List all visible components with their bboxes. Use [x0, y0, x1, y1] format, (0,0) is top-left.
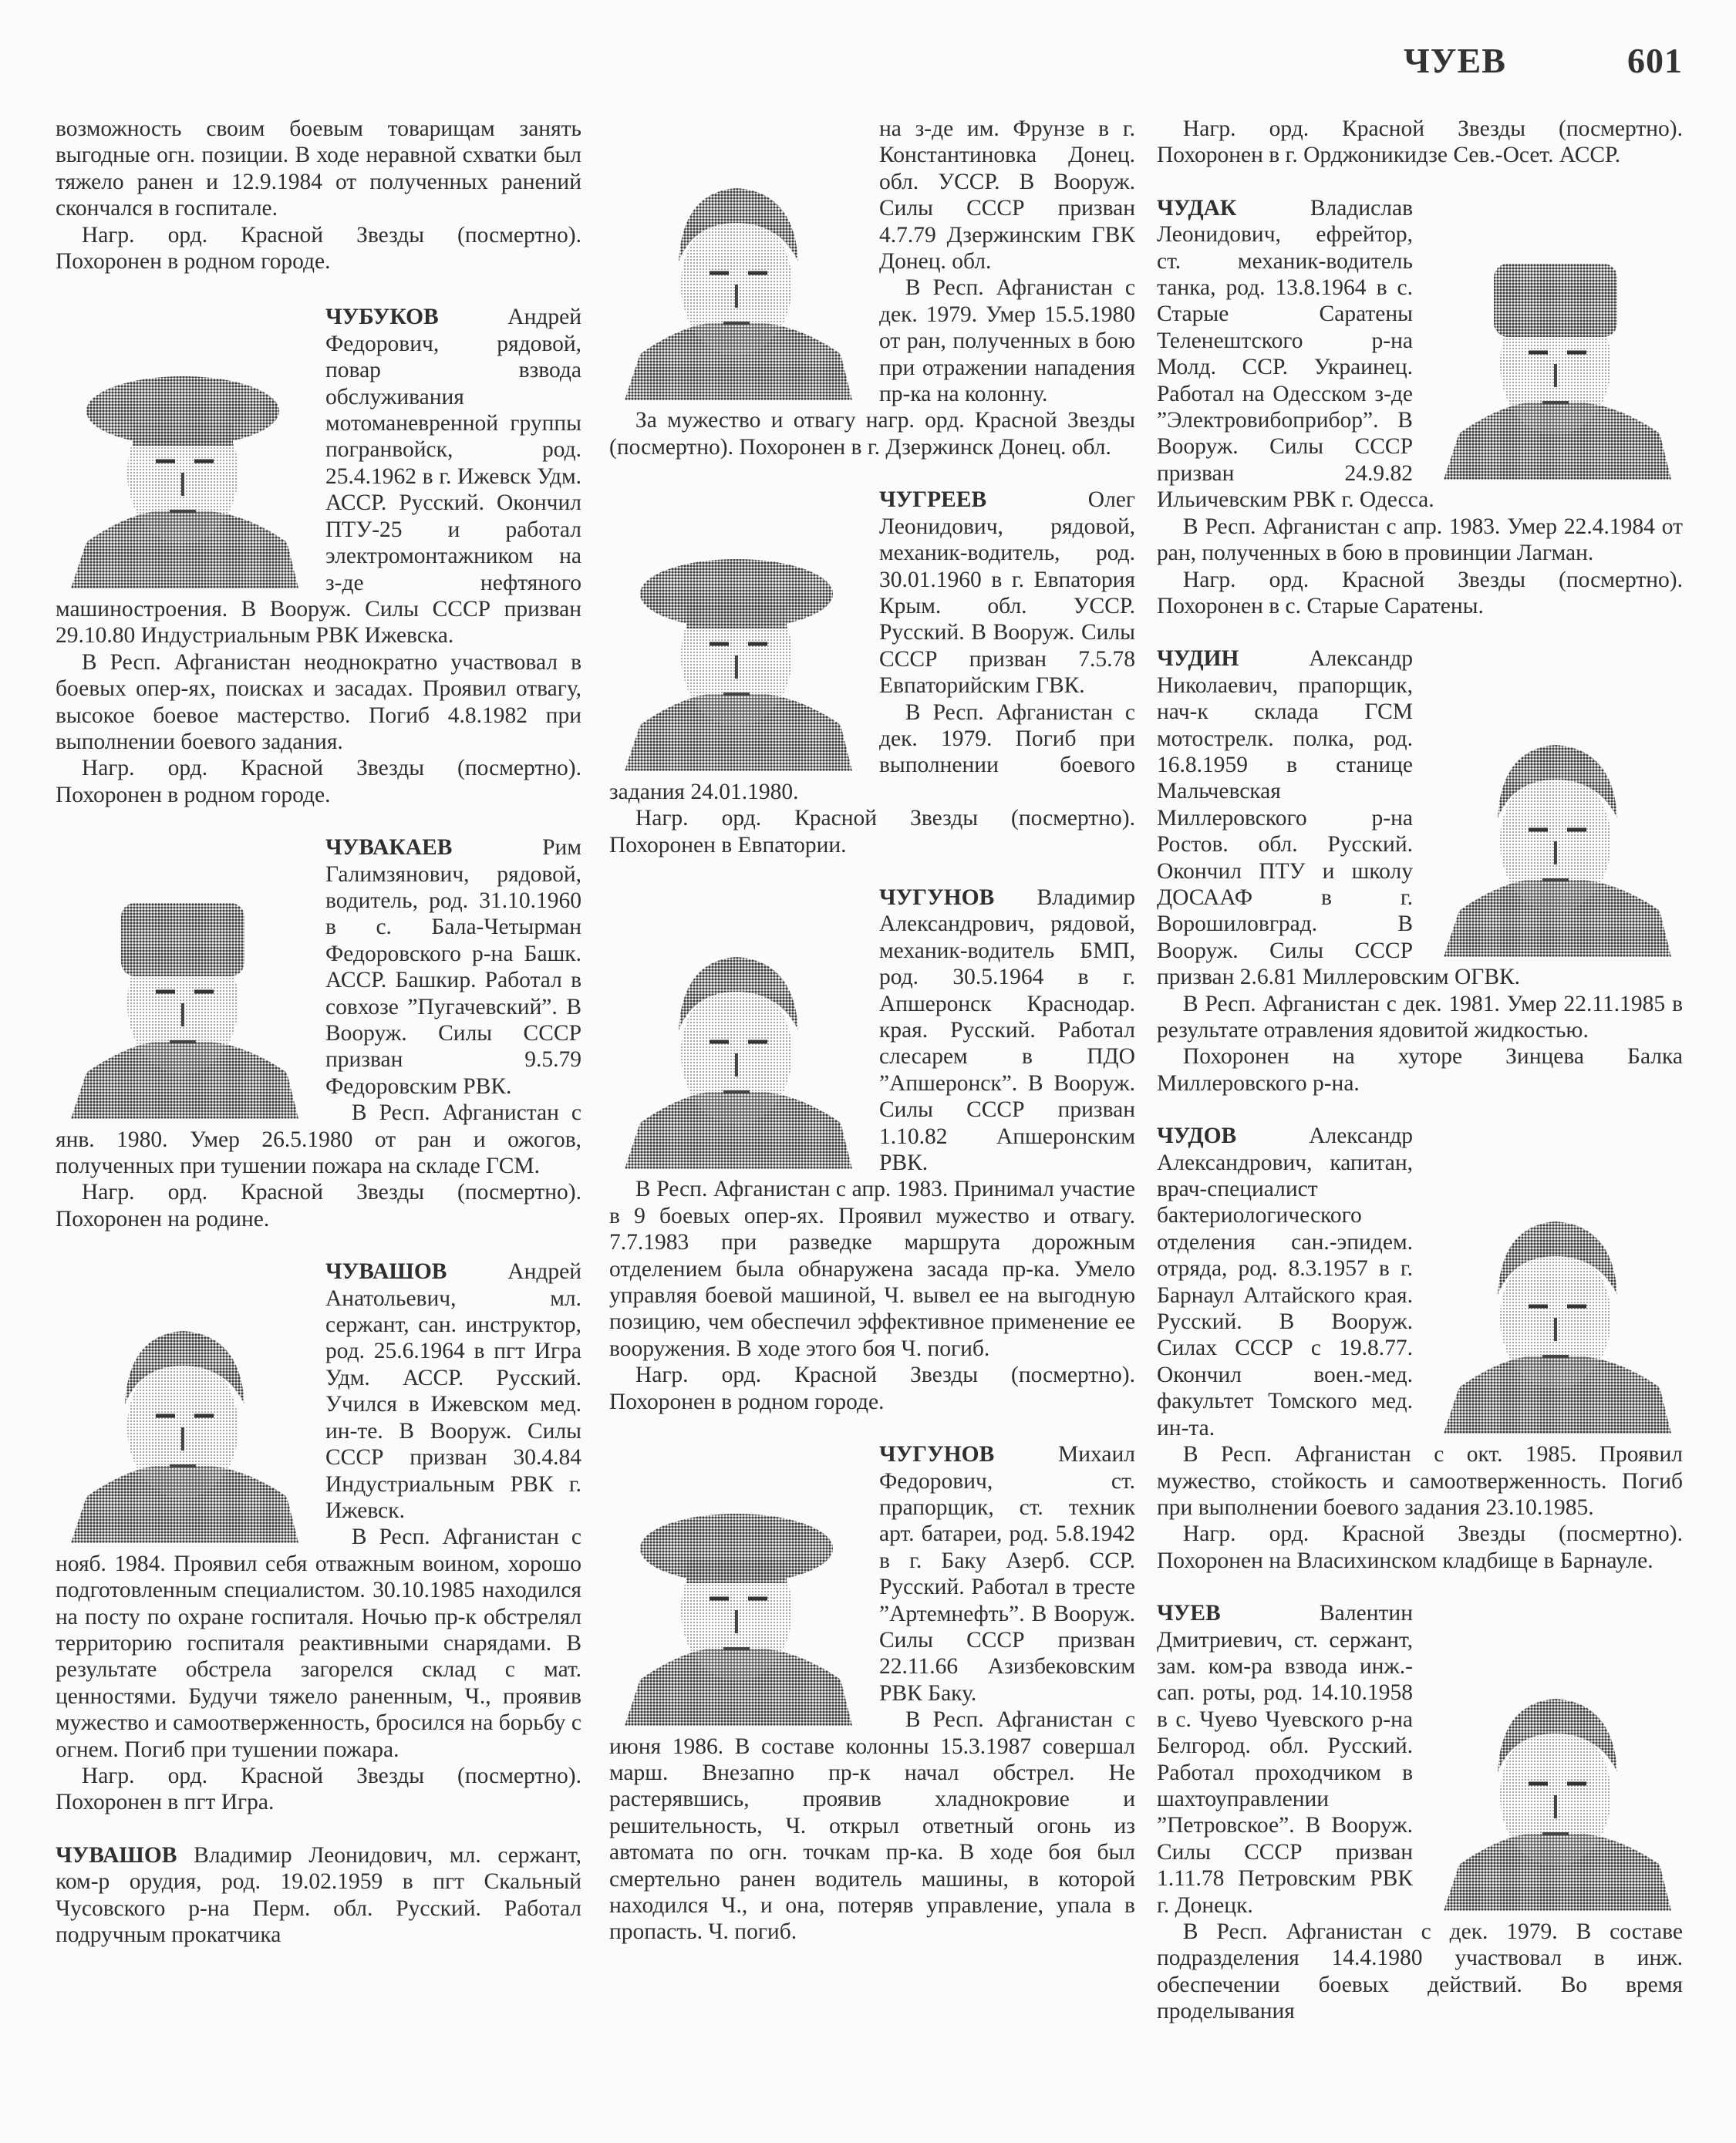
service-paragraph: В Респ. Афганистан с апр. 1983. Умер 22.4.1984 от ран, полученных в бою в провинции Лагман.	[1157, 514, 1683, 566]
entry-surname: ЧУГУНОВ	[879, 1442, 995, 1467]
entry-chuvashov-andrei	[56, 1259, 581, 1816]
service-paragraph: В Респ. Афганистан неоднократно участвовал в боевых опер-ях, поисках и засадах. Проявил отвагу, высокое боевое мастерство. Погиб 4.8.1982 при выполнении боевого задания.	[56, 649, 581, 754]
service-paragraph: В Респ. Афганистан с апр. 1983. Принимал участие в 9 боевых опер-ях. Проявил мужество и отвагу. 7.7.1983 при разведке маршрута дорожным отделением была обнаружена засада пр-ка. Умело управляя боевой машиной, Ч. вывел ее на выгодную позицию, чем обеспечил эффективное применение ее вооружения. В ходе этого боя Ч. погиб.	[609, 1177, 1135, 1361]
entry-chudov	[1157, 1123, 1683, 1574]
portrait-photo	[609, 938, 864, 1169]
entry-head: Александр Николаевич, прапорщик, нач-к склада ГСМ мотострелк. полка, род. 16.8.1959 в станице Мальчевская Миллеровского р-на Ростов. обл. Русский. Окончил ПТУ и школу ДОСААФ в г. Ворошиловград. В Вооруж. Силы СССР призван 2.6.81 Миллеровским ОГВК.	[1157, 646, 1521, 990]
entry-surname: ЧУЕВ	[1157, 1601, 1221, 1626]
service-paragraph: В Респ. Афганистан с дек. 1979. Умер 15.5.1980 от ран, полученных в бою при отражении нападения пр-ка на колонну.	[879, 275, 1135, 407]
entry-head: Владимир Александрович, рядовой, механик-водитель БМП, род. 30.5.1964 в г. Апшеронск Краснодар. края. Русский. Работал слесарем в ПДО ”Апшеронск”. В Вооруж. Силы СССР призван 1.10.82 Апшеронским РВК.	[879, 884, 1135, 1176]
entry-surname: ЧУГРЕЕВ	[879, 487, 987, 513]
column-3	[1157, 116, 1683, 2051]
portrait-photo	[1428, 248, 1683, 480]
entry-chuvakaev	[56, 834, 581, 1232]
award-burial-paragraph: Нагр. орд. Красной Звезды (посмертно). Похоронен в родном городе.	[56, 222, 581, 275]
service-paragraph: В Респ. Афганистан с янв. 1980. Умер 26.5.1980 от ран и ожогов, полученных при тушении пожара на складе ГСМ.	[56, 1100, 581, 1179]
portrait-photo	[56, 1312, 310, 1543]
entry-head: Михаил Федорович, ст. прапорщик, ст. техник арт. батареи, род. 5.8.1942 в г. Баку Азерб. ССР. Русский. Работал в тресте ”Артемнефть”. В Вооруж. Силы СССР призван 22.11.66 Азизбековским РВК Баку.	[879, 1442, 1135, 1706]
entry-surname: ЧУГУНОВ	[879, 884, 995, 910]
entry-surname: ЧУДАК	[1157, 195, 1237, 221]
entry-head: на з-де им. Фрунзе в г. Константиновка Донец. обл. УССР. В Вооруж. Силы СССР призван 4.7.79 Дзержинским ГВК Донец. обл.	[879, 116, 1135, 275]
service-paragraph: В Респ. Афганистан с дек. 1979. Погиб при выполнении боевого задания 24.01.1980.	[609, 699, 1135, 804]
entry-surname: ЧУДОВ	[1157, 1124, 1237, 1149]
portrait-photo	[1428, 1680, 1683, 1911]
entry-chubukov	[56, 304, 581, 808]
entry-head: Рим Галимзянович, рядовой, водитель, род. 31.10.1960 в с. Бала-Четырман Федоровского р-на Башк. АССР. Башкир. Работал в совхозе ”Пугачевский”. В Вооруж. Силы СССР призван 9.5.79 Федоровским РВК.	[325, 835, 581, 1099]
entry-head: Валентин Дмитриевич, ст. сержант, зам. ком-ра взвода инж.-сап. роты, род. 14.10.1958 в с. Чуево Чуевского р-на Белгород. обл. Русский. Работал проходчиком в шахтоуправлении ”Петровское”. В Вооруж. Силы СССР призван 1.11.78 Петровским РВК г. Донецк.	[1157, 1601, 1413, 1918]
service-paragraph: В Респ. Афганистан с июня 1986. В составе колонны 15.3.1987 совершал марш. Внезапно пр-к начал обстрел. Не растерявшись, проявив хладнокровие и решительность, Ч. открыл ответный огонь из автомата по огн. точкам пр-ка. В ходе боя был смертельно ранен водитель машины, в которой находился Ч., и она, потеряв управление, упала в пропасть. Ч. погиб.	[609, 1707, 1135, 1945]
column-1	[56, 116, 581, 1974]
award-burial-paragraph: Нагр. орд. Красной Звезды (посмертно). Похоронен на родине.	[56, 1180, 581, 1232]
service-paragraph: В Респ. Афганистан с нояб. 1984. Проявил себя отважным воином, хорошо подготовленным специалистом. 30.10.1985 находился на посту по охране госпиталя. Ночью пр-к обстрелял территорию госпиталя реактивными снарядами. В результате обстрела загорелся склад с мат. ценностями. Будучи тяжело раненным, Ч., проявив мужество и самоотверженность, бросился на борьбу с огнем. Погиб при тушении пожара.	[56, 1525, 581, 1762]
award-burial-paragraph: Нагр. орд. Красной Звезды (посмертно). Похоронен в Евпатории.	[609, 806, 1135, 858]
portrait-photo	[56, 888, 310, 1119]
entry-head: Андрей Федорович, рядовой, повар взвода обслуживания мотоманевренной группы погранвойск, род. 25.4.1962 в г. Ижевск Удм. АССР. Русский. Окончил ПТУ-25 и работал электромонтажником на з-де нефтяного машиностроения. В Вооруж. Силы СССР призван 29.10.80 Индустриальным РВК Ижевска.	[56, 305, 581, 649]
paragraph: возможность своим боевым товарищам занять выгодные огн. позиции. В ходе неравной схватки был тяжело ранен и 12.9.1984 от полученных ранений скончался в госпитале.	[56, 116, 581, 221]
entry-chugreev	[609, 487, 1135, 858]
award-burial-paragraph: Нагр. орд. Красной Звезды (посмертно). Похоронен на Власихинском кладбище в Барнауле.	[1157, 1521, 1683, 1573]
entry-surname: ЧУВАШОВ	[56, 1842, 177, 1868]
award-burial-paragraph: Нагр. орд. Красной Звезды (посмертно). Похоронен в родном городе.	[609, 1363, 1135, 1414]
award-burial-paragraph: Нагр. орд. Красной Звезды (посмертно). Похоронен в с. Старые Саратены.	[1157, 567, 1683, 618]
entry-head: Владислав Леонидович, ефрейтор, ст. механик-водитель танка, род. 13.8.1964 в с. Старые Саратены Теленештского р-на Молд. ССР. Украинец. Работал на Одесском з-де ”Электровибоприбор”. В Вооруж. Силы СССР призван 24.9.82 Ильичевским РВК г. Одесса.	[1157, 195, 1434, 513]
portrait-photo	[1428, 726, 1683, 957]
entry-head: Владимир Леонидович, мл. сержант, ком-р орудия, род. 19.02.1959 в пгт Скальный Чусовского р-на Перм. обл. Русский. Работал подручным прокатчика	[56, 1842, 581, 1947]
service-paragraph: В Респ. Афганистан с дек. 1979. В составе подразделения 14.4.1980 участвовал в инж. обеспечении боевых действий. Во время проделывания	[1157, 1919, 1683, 2024]
entry-chuev	[1157, 1600, 1683, 2025]
page-number: 601	[1627, 41, 1683, 80]
service-paragraph: В Респ. Афганистан с дек. 1981. Умер 22.11.1985 в результате отравления ядовитой жидкостью.	[1157, 991, 1683, 1043]
column-2	[609, 116, 1135, 1972]
entry-head: Олег Леонидович, рядовой, механик-водитель, род. 30.01.1960 в г. Евпатория Крым. обл. УССР. Русский. В Вооруж. Силы СССР призван 7.5.78 Евпаторийским ГВК.	[879, 487, 1135, 699]
award-burial-paragraph: Нагр. орд. Красной Звезды (посмертно). Похоронен в пгт Игра.	[56, 1763, 581, 1815]
award-burial-paragraph: За мужество и отвагу нагр. орд. Красной Звезды (посмертно). Похоронен в г. Дзержинск Донец. обл.	[609, 408, 1135, 460]
entry-surname: ЧУВАКАЕВ	[325, 835, 453, 861]
portrait-photo	[609, 540, 864, 771]
portrait-photo	[56, 357, 310, 588]
entry-chugunov-mikhail	[609, 1441, 1135, 1946]
entry-chugunov-vladimir	[609, 884, 1135, 1415]
service-paragraph: В Респ. Афганистан с окт. 1985. Проявил мужество, стойкость и самоотверженность. Погиб при выполнении боевого задания 23.10.1985.	[1157, 1442, 1683, 1520]
award-burial-paragraph: Нагр. орд. Красной Звезды (посмертно). Похоронен в родном городе.	[56, 756, 581, 807]
entry-chudak	[1157, 195, 1683, 620]
burial-paragraph: Похоронен на хуторе Зинцева Балка Миллеровского р-на.	[1157, 1044, 1683, 1096]
portrait-photo	[1428, 1202, 1683, 1434]
entry-surname: ЧУВАШОВ	[325, 1259, 447, 1285]
entry-chuvashov-vladimir	[56, 1842, 581, 1949]
entry-continuation	[56, 116, 581, 275]
running-head	[1404, 40, 1683, 83]
entry-surname: ЧУДИН	[1157, 646, 1239, 672]
award-burial-paragraph: Нагр. орд. Красной Звезды (посмертно). Похоронен в г. Орджоникидзе Сев.-Осет. АССР.	[1157, 116, 1683, 168]
entry-continuation	[609, 116, 1135, 460]
entry-chudin	[1157, 645, 1683, 1097]
portrait-photo	[609, 1494, 864, 1726]
portrait-photo	[609, 169, 864, 400]
entry-head: Андрей Анатольевич, мл. сержант, сан. инструктор, род. 25.6.1964 в пгт Игра Удм. АССР. Русский. Учился в Ижевском мед. ин-те. В Вооруж. Силы СССР призван 30.4.84 Индустриальным РВК г. Ижевск.	[325, 1259, 581, 1523]
entry-surname: ЧУБУКОВ	[325, 305, 439, 330]
entry-continuation	[1157, 116, 1683, 169]
running-head-word: ЧУЕВ	[1404, 41, 1506, 80]
entry-head: Александр Александрович, капитан, врач-специалист бактериологического отделения сан.-эпидем. отряда, род. 8.3.1957 в г. Барнаул Алтайского края. Русский. В Вооруж. Силах СССР с 19.8.77. Окончил воен.-мед. факультет Томского мед. ин-та.	[1157, 1124, 1413, 1440]
